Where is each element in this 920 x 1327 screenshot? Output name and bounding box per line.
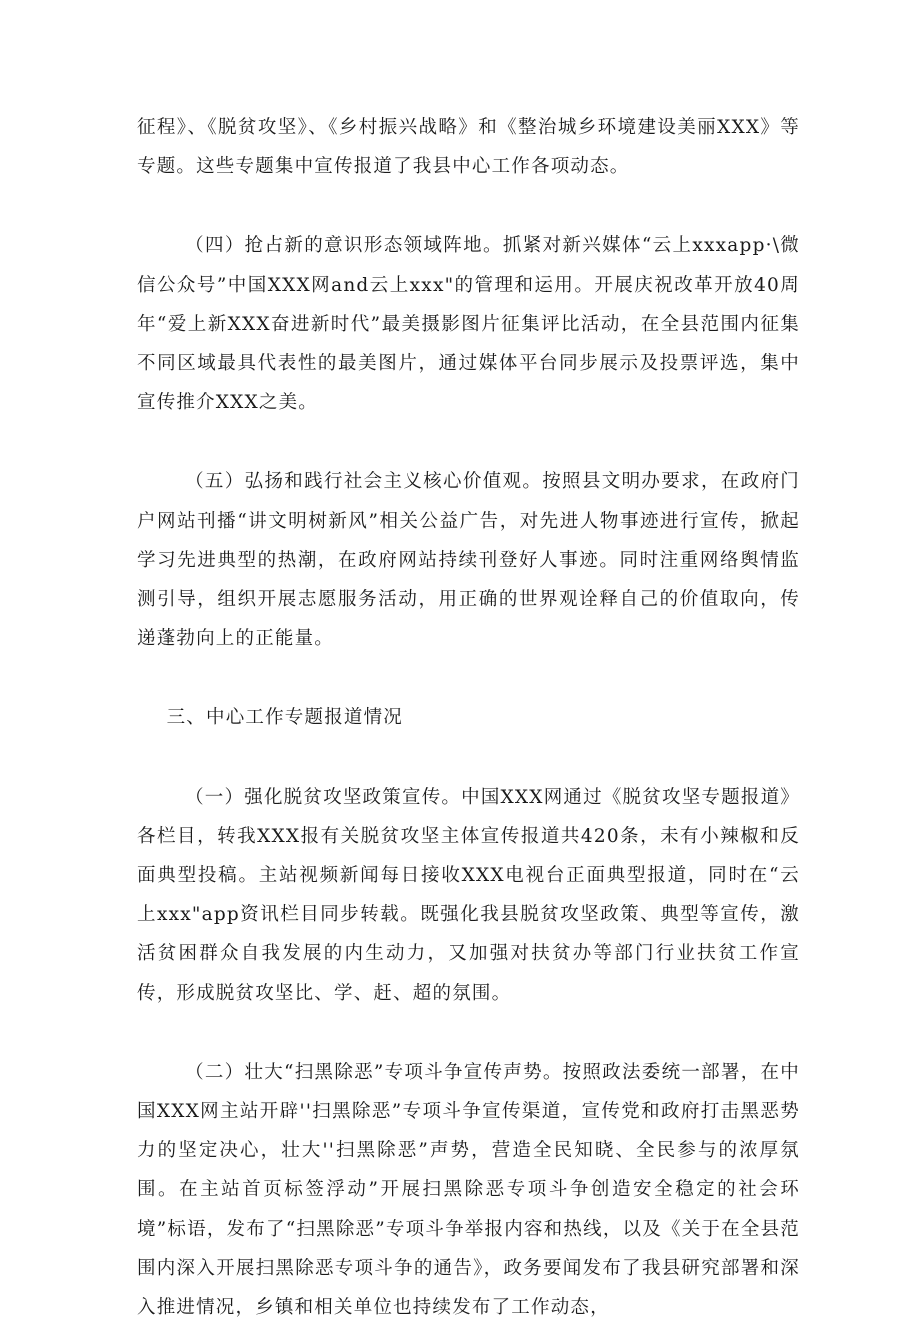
paragraph-item-4: （四）抢占新的意识形态领域阵地。抓紧对新兴媒体“云上xxxapp·\微信公众号”中国XXX网and云上xxx"的管理和运用。开展庆祝改革开放40周年“爱上新XXX奋进新时代”最美摄影图片征集评比活动，在全县范围内征集不同区域最具代表性的最美图片，通过媒体平台同步展示及投票评选，集中宣传推介XXX之美。 (137, 235, 800, 414)
paragraph-continued: 征程》、《脱贫攻坚》、《乡村振兴战略》和《整治城乡环境建设美丽XXX》等专题。这些专题集中宣传报道了我县中心工作各项动态。 (137, 117, 800, 178)
section-heading: 三、中心工作专题报道情况 (166, 707, 403, 729)
document-body (137, 108, 800, 1327)
paragraph-item-2: （二）壮大“扫黑除恶”专项斗争宣传声势。按照政法委统一部署，在中国XXX网主站开辟''扫黑除恶”专项斗争宣传渠道，宣传党和政府打击黑恶势力的坚定决心，壮大''扫黑除恶”声势，营造全民知晓、全民参与的浓厚氛围。在主站首页标签浮动”开展扫黑除恶专项斗争创造安全稳定的社会环境”标语，发布了“扫黑除恶”专项斗争举报内容和热线，以及《关于在全县范围内深入开展扫黑除恶专项斗争的通告》，政务要闻发布了我县研究部署和深入推进情况，乡镇和相关单位也持续发布了工作动态， (137, 1061, 800, 1319)
paragraph-item-5: （五）弘扬和践行社会主义核心价值观。按照县文明办要求，在政府门户网站刊播“讲文明树新风”相关公益广告，对先进人物事迹进行宣传，掀起学习先进典型的热潮，在政府网站持续刊登好人事迹。同时注重网络舆情监测引导，组织开展志愿服务活动，用正确的世界观诠释自己的价值取向，传递蓬勃向上的正能量。 (137, 471, 800, 650)
paragraph-item-1: （一）强化脱贫攻坚政策宣传。中国XXX网通过《脱贫攻坚专题报道》各栏目，转我XXX报有关脱贫攻坚主体宣传报道共420条，未有小辣椒和反面典型投稿。主站视频新闻每日接收XXX电视台正面典型报道，同时在“云上xxx"app资讯栏目同步转载。既强化我县脱贫攻坚政策、典型等宣传，激活贫困群众自我发展的内生动力，又加强对扶贫办等部门行业扶贫工作宣传，形成脱贫攻坚比、学、赶、超的氛围。 (137, 786, 800, 1004)
